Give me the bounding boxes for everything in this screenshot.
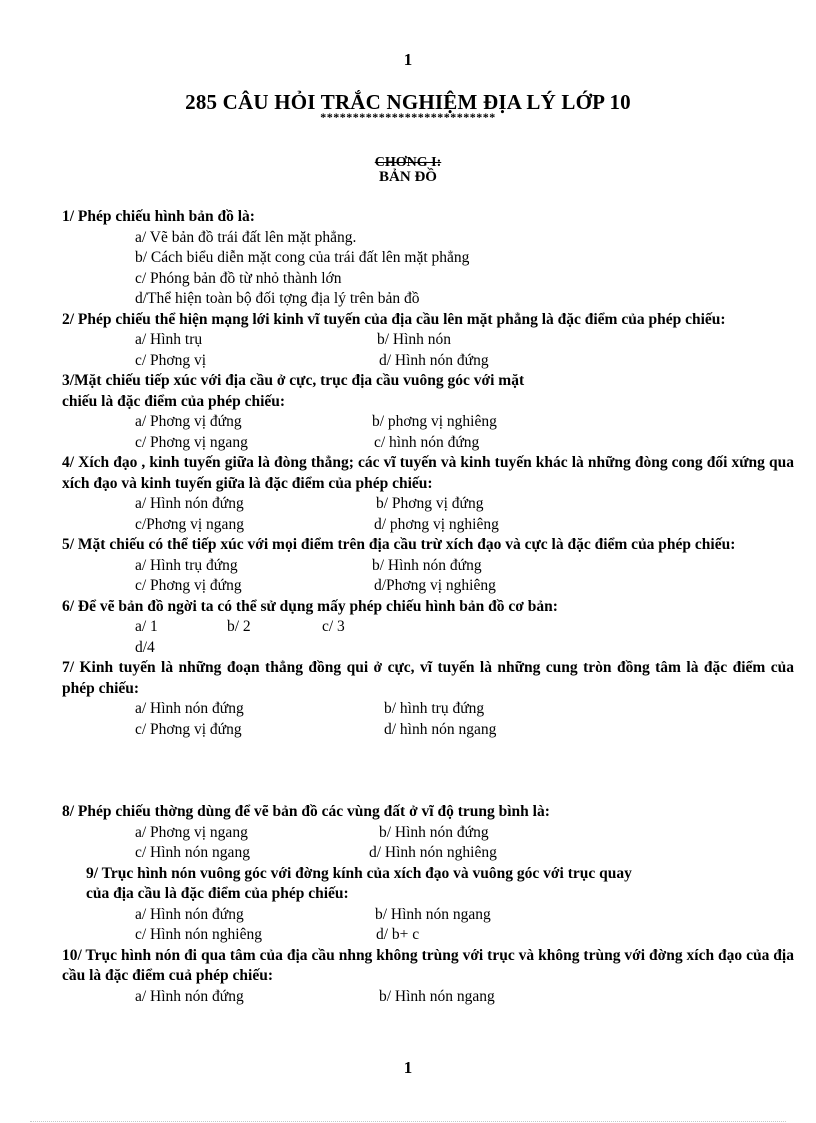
question-4 <box>62 453 794 535</box>
option-a: a/ Phơng vị đứng <box>135 413 242 430</box>
question-text: 1/ Phép chiếu hình bản đồ là: <box>62 208 255 225</box>
option-row <box>62 330 794 351</box>
question-text: 10/ Trục hình nón đi qua tâm của địa cầu nhng không trùng với trục và không trùng với đờng xích đạo của địa cầu là đặc điểm cuả phép chiếu: <box>62 946 794 984</box>
option-d: d/4 <box>135 638 155 656</box>
option-c: c/ Phơng vị ngang <box>135 433 248 451</box>
option-row <box>62 576 794 597</box>
option-row <box>62 617 794 638</box>
option-row <box>62 433 794 454</box>
option-c: c/ Hình nón ngang <box>135 844 250 861</box>
question-text-line-1: 3/Mặt chiếu tiếp xúc với địa cầu ở cực, trục địa cầu vuông góc với mặt <box>62 372 525 389</box>
page-number-top: 1 <box>403 50 413 69</box>
option-b: b/ Hình nón <box>377 331 452 348</box>
option-row <box>62 351 794 372</box>
option-a: a/ Hình trụ <box>135 331 203 348</box>
option-a: a/ Hình nón đứng <box>135 700 244 717</box>
question-10 <box>62 946 794 1008</box>
option-d: d/ hình nón ngang <box>384 720 497 738</box>
option-row <box>62 905 794 926</box>
option-c: c/ Phơng vị đứng <box>135 577 242 594</box>
question-9 <box>62 864 794 946</box>
option-a: a/ Vẽ bản đồ trái đất lên mặt phẳng. <box>135 228 357 246</box>
option-c: c/ Phơng vị đứng <box>135 720 242 738</box>
option-c: c/Phơng vị ngang <box>135 515 244 533</box>
chapter-heading <box>0 156 816 184</box>
question-text: 7/ Kinh tuyến là những đoạn thẳng đồng qui ở cực, vĩ tuyến là những cung tròn đồng tâm là đặc điểm của phép chiếu: <box>62 659 794 697</box>
page-break-line <box>30 1121 786 1122</box>
question-list <box>62 207 794 1007</box>
question-text-line-2: của địa cầu là đặc điểm của phép chiếu: <box>86 885 349 902</box>
question-2 <box>62 310 794 372</box>
option-c: c/ Phơng vị <box>135 351 207 369</box>
question-text-line-1: 9/ Trục hình nón vuông góc với đờng kính của xích đạo và vuông góc với trục quay <box>86 864 632 882</box>
option-row <box>62 699 794 720</box>
option-b: b/ Phơng vị đứng <box>376 495 484 512</box>
option-b: b/ Hình nón đứng <box>379 823 489 841</box>
option-d: c/ hình nón đứng <box>374 433 480 451</box>
question-text-line-2: chiếu là đặc điểm của phép chiếu: <box>62 392 286 410</box>
question-text: 4/ Xích đạo , kinh tuyến giữa là đòng thẳng; các vĩ tuyến và kinh tuyến khác là những đòng cong đối xứng qua xích đạo và kinh tuyến giữa là đặc điểm của phép chiếu: <box>62 454 794 492</box>
option-row <box>62 823 794 844</box>
chapter-number: CHƠNG I: <box>374 155 442 170</box>
option-b: b/ Hình nón ngang <box>379 987 495 1005</box>
option-a: a/ Hình nón đứng <box>135 987 244 1005</box>
option-d: d/Phơng vị nghiêng <box>374 577 496 594</box>
option-d: d/ phơng vị nghiêng <box>374 515 499 533</box>
option-row <box>62 843 794 864</box>
question-6 <box>62 597 794 659</box>
question-text: 2/ Phép chiếu thể hiện mạng lới kinh vĩ tuyến của địa cầu lên mặt phẳng là đặc điểm của phép chiếu: <box>62 310 726 328</box>
option-b: b/ Hình nón ngang <box>375 905 491 923</box>
option-row <box>62 412 794 433</box>
option-row <box>62 515 794 536</box>
option-a: a/ Hình trụ đứng <box>135 556 238 574</box>
option-a: a/ 1 <box>135 618 158 635</box>
question-3 <box>62 371 794 453</box>
question-text: 6/ Để vẽ bản đồ ngời ta có thể sử dụng mấy phép chiếu hình bản đồ cơ bản: <box>62 597 558 615</box>
option-d: d/Thể hiện toàn bộ đối tợng địa lý trên bản đồ <box>135 290 420 307</box>
option-row <box>62 987 794 1008</box>
option-d: d/ Hình nón đứng <box>379 351 489 369</box>
document-title: 285 CÂU HỎI TRẮC NGHIỆM ĐỊA LÝ LỚP 10 <box>185 90 631 114</box>
option-c: c/ 3 <box>322 618 345 635</box>
option-b: b/ Cách biểu diễn mặt cong của trái đất lên mặt phẳng <box>135 249 470 266</box>
option-b: b/ phơng vị nghiêng <box>372 413 497 430</box>
question-text: 8/ Phép chiếu thờng dùng để vẽ bản đồ các vùng đất ở vĩ độ trung bình là: <box>62 803 550 820</box>
option-row <box>62 720 794 741</box>
option-row <box>62 494 794 515</box>
question-1 <box>62 207 794 310</box>
option-a: a/ Hình nón đứng <box>135 905 244 923</box>
question-5 <box>62 535 794 597</box>
chapter-title: BẢN ĐỒ <box>379 169 437 185</box>
question-8 <box>62 802 794 864</box>
option-d: d/ b+ c <box>376 926 420 943</box>
option-a: a/ Phơng vị ngang <box>135 823 248 841</box>
page-number-bottom: 1 <box>403 1058 413 1077</box>
option-a: a/ Hình nón đứng <box>135 495 244 512</box>
option-c: c/ Phóng bản đồ từ nhỏ thành lớn <box>135 269 342 287</box>
option-row <box>62 925 794 946</box>
option-b: b/ Hình nón đứng <box>372 556 482 574</box>
spacer <box>62 740 794 802</box>
option-row <box>62 556 794 577</box>
question-text: 5/ Mặt chiếu có thể tiếp xúc với mọi điểm trên địa cầu trừ xích đạo và cực là đặc điểm của phép chiếu: <box>62 536 736 553</box>
title-underline-stars: *************************** <box>320 110 496 124</box>
option-b: b/ hình trụ đứng <box>384 700 485 717</box>
option-b: b/ 2 <box>227 618 251 635</box>
question-7 <box>62 658 794 740</box>
option-d: d/ Hình nón nghiêng <box>369 844 497 861</box>
option-c: c/ Hình nón nghiêng <box>135 926 262 943</box>
